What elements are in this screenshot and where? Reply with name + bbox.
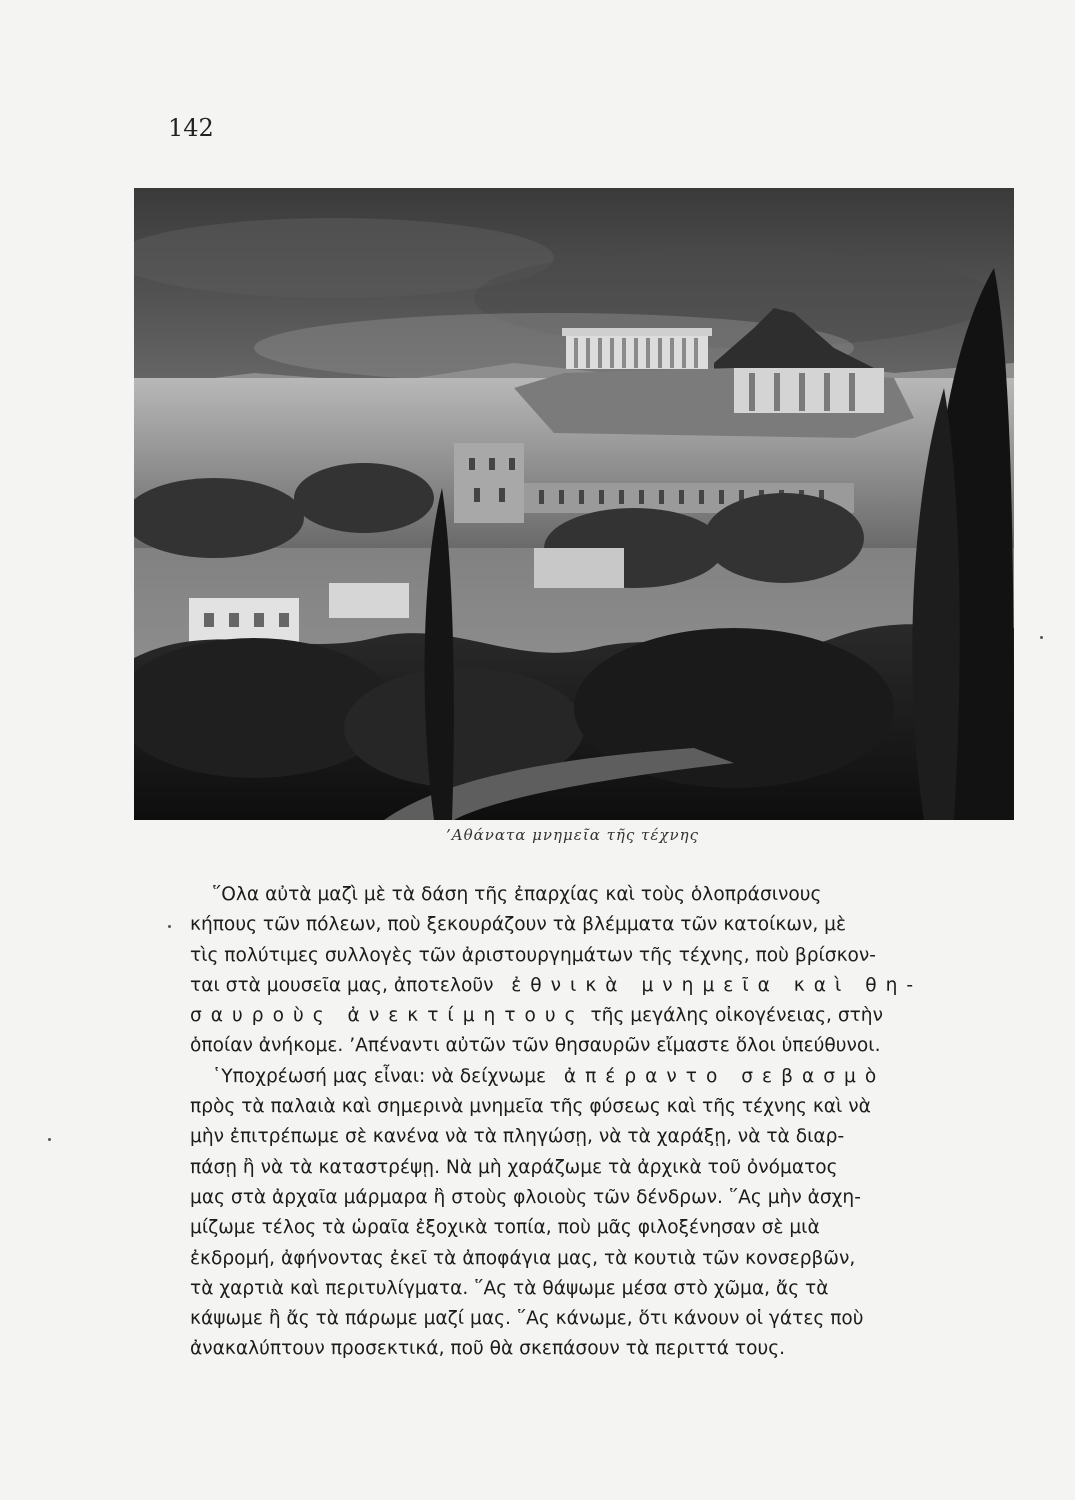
page-number: 142 — [168, 114, 214, 142]
text-line: μὴν ἐπιτρέπωμε σὲ κανένα νὰ τὰ πληγώσῃ, νὰ τὰ χαράξῃ, νὰ τὰ διαρ- — [190, 1126, 845, 1148]
text-line: ἐκδρομή, ἀφήνοντας ἐκεῖ τὰ ἀποφάγια μας, τὰ κουτιὰ τῶν κονσερβῶν, — [190, 1247, 856, 1269]
text-line: κήπους τῶν πόλεων, ποὺ ξεκουράζουν τὰ βλέμματα τῶν κατοίκων, μὲ — [190, 914, 847, 936]
text-line: κάψωμε ἢ ἄς τὰ πάρωμε μαζί μας. ῞Ας κάνωμε, ὅτι κάνουν οἱ γάτες ποὺ — [190, 1308, 864, 1330]
photo-caption: ’Αθάνατα μνημεῖα τῆς τέχνης — [445, 826, 700, 844]
text-line: τὰ χαρτιὰ καὶ περιτυλίγματα. ῞Ας τὰ θάψωμε μέσα στὸ χῶμα, ἄς τὰ — [190, 1277, 829, 1299]
scan-speck — [48, 1138, 51, 1141]
scan-speck — [168, 925, 171, 928]
text-line: ῞Ολα αὐτὰ μαζὶ μὲ τὰ δάση τῆς ἐπαρχίας καὶ τοὺς ὁλοπράσινους — [212, 884, 822, 905]
text-line — [190, 1001, 1020, 1031]
text-segment: ται στὰ μουσεῖα μας, ἀποτελοῦν — [190, 974, 494, 996]
text-line: μας στὰ ἀρχαῖα μάρμαρα ἢ στοὺς φλοιοὺς τῶν δένδρων. ῞Ας μὴν ἀσχη- — [190, 1186, 861, 1208]
text-line: ἀνακαλύπτουν προσεκτικά, ποῦ θὰ σκεπάσουν τὰ περιττά τους. — [190, 1338, 786, 1360]
text-segment: ῾Υποχρέωσή μας εἶναι: νὰ δείχνωμε — [212, 1065, 547, 1087]
scan-speck — [1040, 636, 1043, 639]
text-line — [190, 971, 1020, 1001]
text-segment: τῆς μεγάλης οἰκογένειας, στὴν — [590, 1005, 883, 1027]
acropolis-photo — [134, 188, 1014, 820]
text-line: πρὸς τὰ παλαιὰ καὶ σημερινὰ μνημεῖα τῆς φύσεως καὶ τῆς τέχνης καὶ νὰ — [190, 1096, 871, 1118]
text-line: ὁποίαν ἀνήκομε. ’Απέναντι αὐτῶν τῶν θησαυρῶν εἴμαστε ὅλοι ὑπεύθυνοι. — [190, 1035, 881, 1057]
body-text — [190, 880, 1020, 1365]
emphasized-text: σαυροὺς ἀνεκτίμητους — [190, 1005, 585, 1027]
emphasized-text: ἐθνικὰ μνημεῖα καὶ θη- — [511, 974, 923, 996]
emphasized-text: ἀπέραντο σεβασμὸ — [563, 1065, 886, 1087]
text-line: πάσῃ ἢ νὰ τὰ καταστρέψῃ. Νὰ μὴ χαράζωμε τὰ ἀρχικὰ τοῦ ὀνόματος — [190, 1156, 838, 1178]
text-line: μίζωμε τέλος τὰ ὡραῖα ἐξοχικὰ τοπία, ποὺ μᾶς φιλοξένησαν σὲ μιὰ — [190, 1217, 820, 1239]
text-line: τὶς πολύτιμες συλλογὲς τῶν ἀριστουργημάτων τῆς τέχνης, ποὺ βρίσκον- — [190, 944, 877, 966]
text-line — [190, 1062, 1020, 1092]
